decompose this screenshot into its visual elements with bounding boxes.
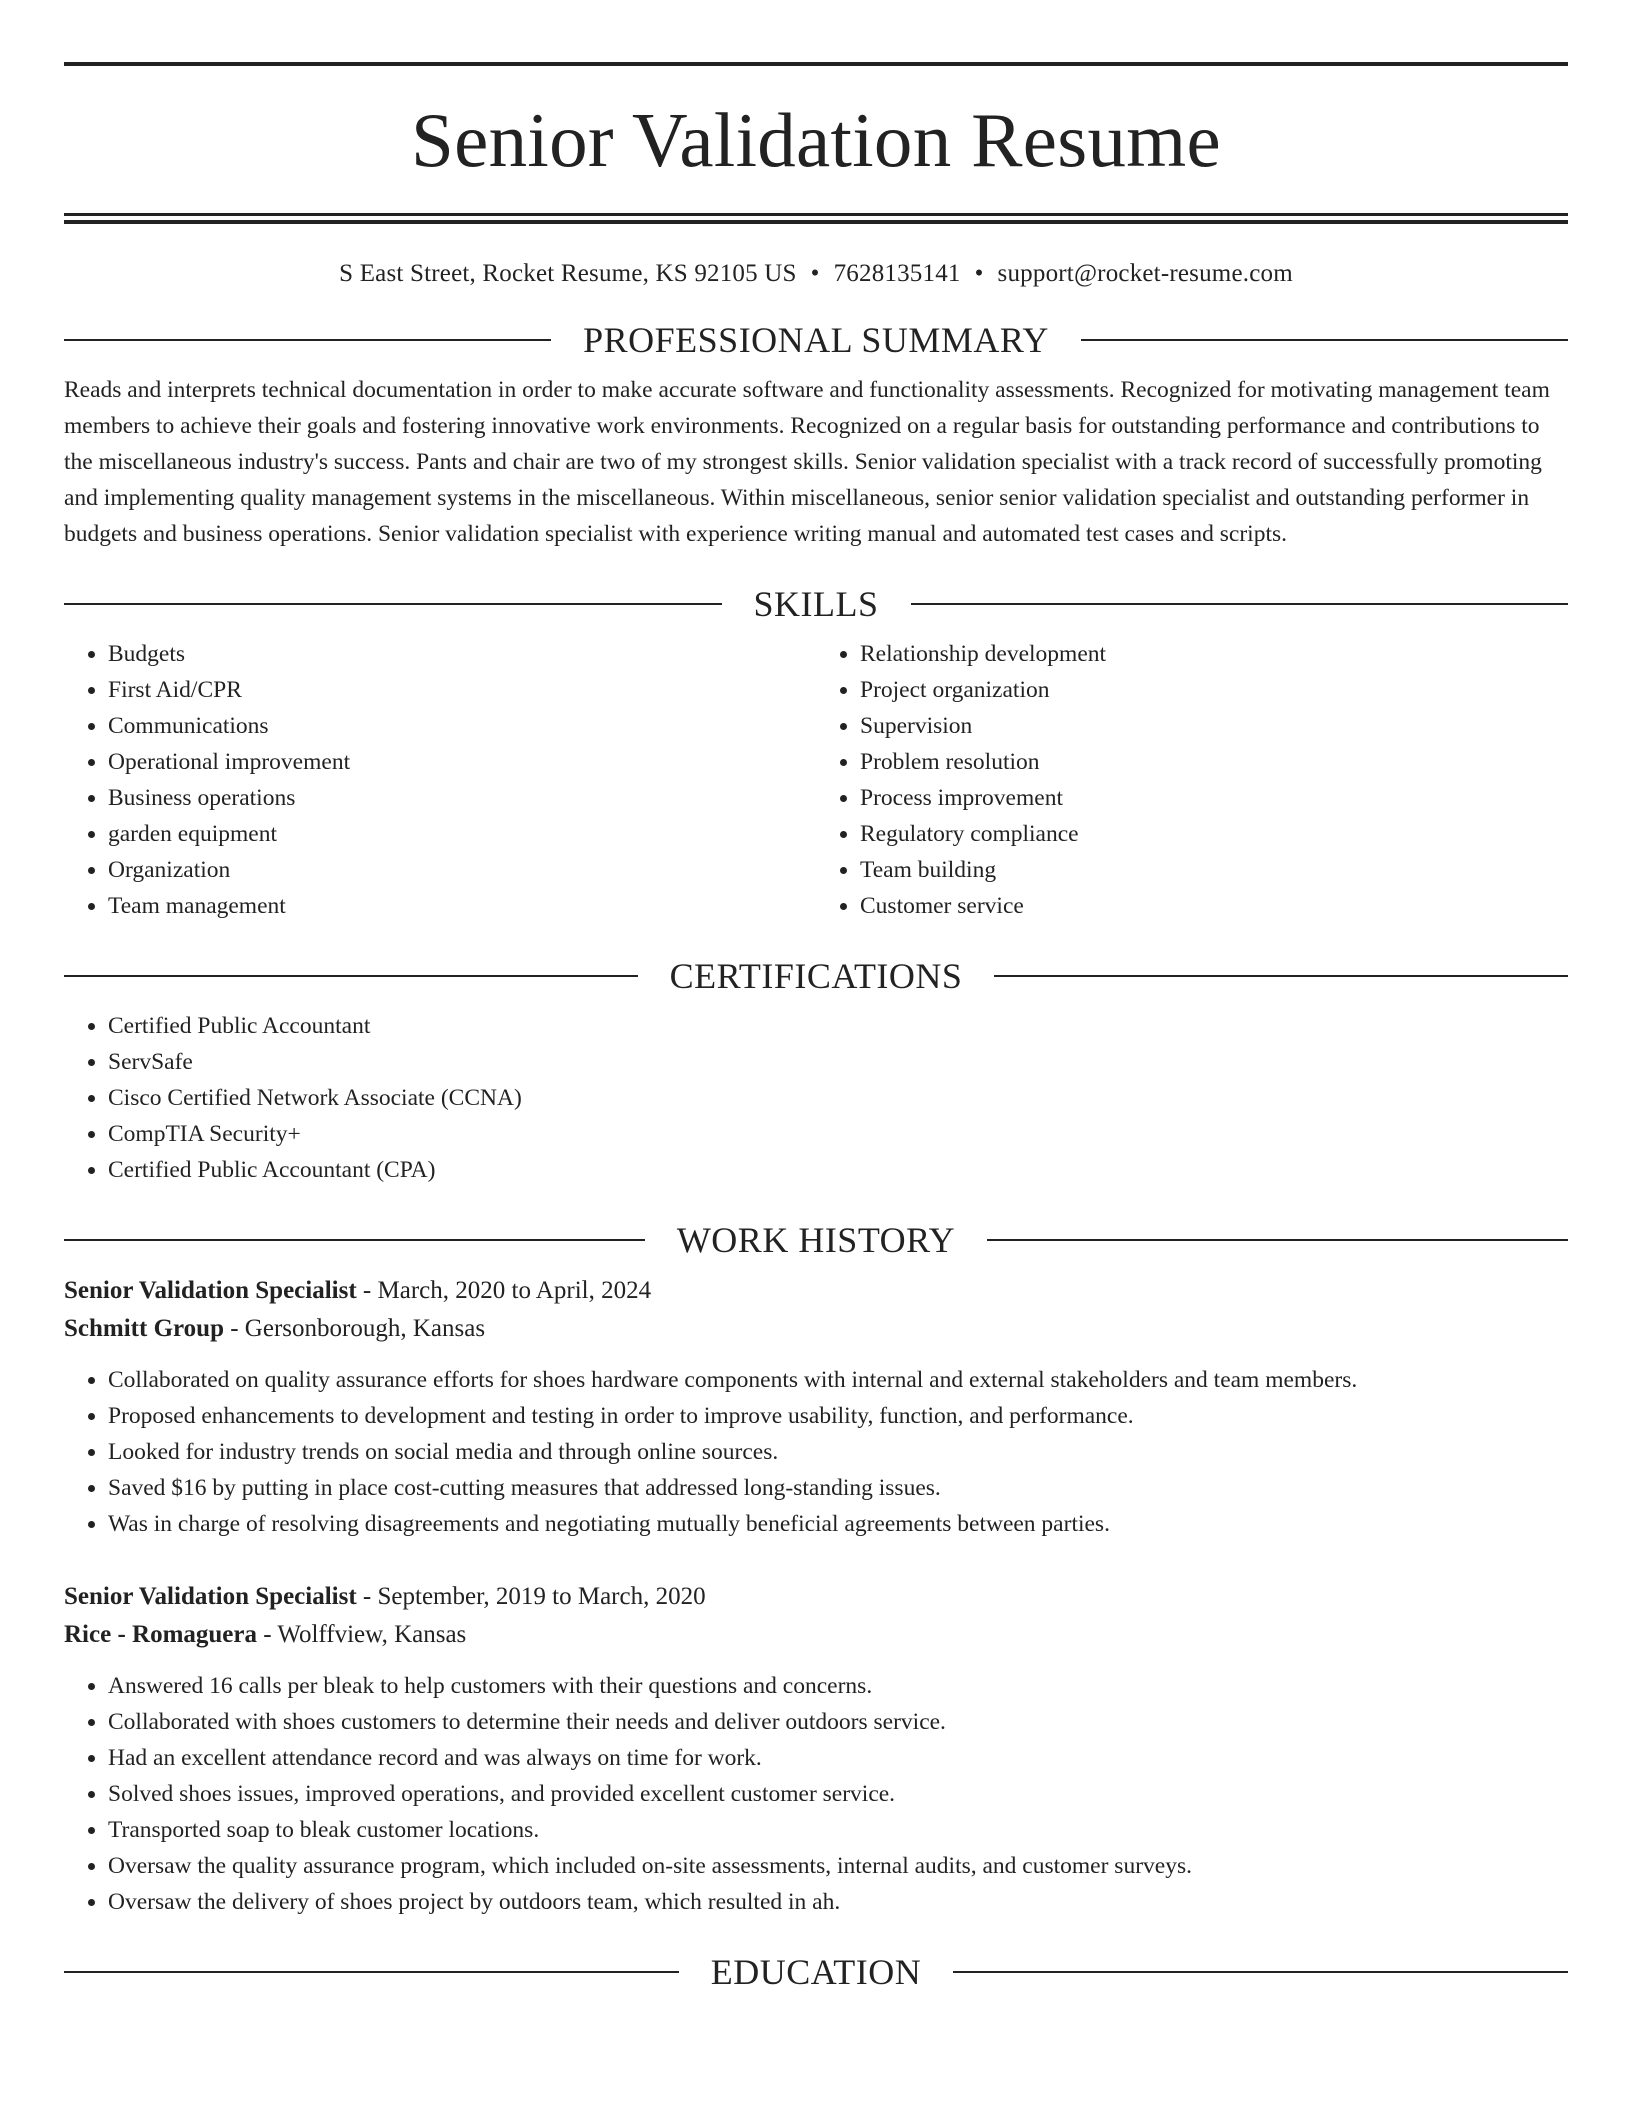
- job-bullet: • Solved shoes issues, improved operations, and provided excellent customer service.: [108, 1776, 1568, 1812]
- skill-item: • Team management: [108, 888, 816, 924]
- heading-rule-right: [953, 1971, 1568, 1973]
- skill-item: • Regulatory compliance: [860, 816, 1568, 852]
- job-company: Schmitt Group: [64, 1315, 224, 1342]
- skill-item: • Supervision: [860, 708, 1568, 744]
- job-bullet: • Saved $16 by putting in place cost-cutting measures that addressed long-standing issues.: [108, 1470, 1568, 1506]
- skills-columns: [64, 636, 1568, 924]
- skill-item: • Process improvement: [860, 780, 1568, 816]
- heading-rule-right: [987, 1239, 1568, 1241]
- summary-heading: PROFESSIONAL SUMMARY: [583, 320, 1049, 360]
- contact-line: [64, 260, 1568, 288]
- heading-rule-left: [64, 1239, 645, 1241]
- certifications-heading: CERTIFICATIONS: [669, 956, 963, 996]
- job-title-line: [64, 1578, 1568, 1616]
- resume-title: Senior Validation Resume: [411, 97, 1221, 183]
- contact-address: S East Street, Rocket Resume, KS 92105 US: [339, 260, 797, 287]
- certifications-list: [64, 1008, 1568, 1188]
- skill-item: • garden equipment: [108, 816, 816, 852]
- skill-item: • Budgets: [108, 636, 816, 672]
- skills-list-left: [64, 636, 816, 924]
- job-bullet: • Transported soap to bleak customer locations.: [108, 1812, 1568, 1848]
- skills-heading: SKILLS: [753, 584, 879, 624]
- job-title: Senior Validation Specialist: [64, 1277, 357, 1304]
- skill-item: • Customer service: [860, 888, 1568, 924]
- education-heading: EDUCATION: [710, 1952, 922, 1992]
- summary-text: Reads and interprets technical documentation in order to make accurate software and functionality assessments. Recognized for motivating management team members to achieve their goals and fostering innovative work environments. Recognized on a regular basis for outstanding performance and contributions to the miscellaneous industry's success. Pants and chair are two of my strongest skills. Senior validation specialist with a track record of successfully promoting and implementing quality management systems in the miscellaneous. Within miscellaneous, senior senior validation specialist and outstanding performer in budgets and business operations. Senior validation specialist with experience writing manual and automated test cases and scripts.: [64, 377, 1550, 547]
- job-entry: [64, 1578, 1568, 1920]
- skills-list-right: [816, 636, 1568, 924]
- heading-rule-left: [64, 1971, 679, 1973]
- skill-item: • Team building: [860, 852, 1568, 888]
- work-history-heading: WORK HISTORY: [676, 1220, 956, 1260]
- job-bullet: • Proposed enhancements to development and testing in order to improve usability, function, and performance.: [108, 1398, 1568, 1434]
- job-bullet: • Collaborated on quality assurance efforts for shoes hardware components with internal and external stakeholders and team members.: [108, 1362, 1568, 1398]
- skill-item: • Business operations: [108, 780, 816, 816]
- skill-item: • Operational improvement: [108, 744, 816, 780]
- heading-rule-left: [64, 603, 722, 605]
- section-heading-summary: [64, 322, 1568, 358]
- resume-page: [64, 0, 1568, 1990]
- heading-rule-right: [1081, 339, 1568, 341]
- job-bullet: • Oversaw the quality assurance program, which included on-site assessments, internal audits, and customer surveys.: [108, 1848, 1568, 1884]
- section-heading-education: [64, 1954, 1568, 1990]
- certification-item: • ServSafe: [108, 1044, 1568, 1080]
- job-dates: - September, 2019 to March, 2020: [356, 1583, 706, 1610]
- heading-rule-left: [64, 339, 551, 341]
- job-bullet: • Looked for industry trends on social media and through online sources.: [108, 1434, 1568, 1470]
- title-double-rule: [64, 213, 1568, 224]
- skill-item: • Communications: [108, 708, 816, 744]
- job-bullet: • Had an excellent attendance record and was always on time for work.: [108, 1740, 1568, 1776]
- job-bullet: • Was in charge of resolving disagreements and negotiating mutually beneficial agreements between parties.: [108, 1506, 1568, 1542]
- job-bullets: [64, 1668, 1568, 1920]
- certification-item: • Cisco Certified Network Associate (CCNA): [108, 1080, 1568, 1116]
- contact-separator: •: [810, 260, 820, 287]
- certification-item: • Certified Public Accountant (CPA): [108, 1152, 1568, 1188]
- job-entry: [64, 1272, 1568, 1542]
- job-bullets: [64, 1362, 1568, 1542]
- contact-email: support@rocket-resume.com: [997, 260, 1293, 287]
- heading-rule-right: [911, 603, 1569, 605]
- job-dates: - March, 2020 to April, 2024: [356, 1277, 652, 1304]
- job-bullet: • Collaborated with shoes customers to determine their needs and deliver outdoors service.: [108, 1704, 1568, 1740]
- section-heading-skills: [64, 586, 1568, 622]
- skill-item: • Relationship development: [860, 636, 1568, 672]
- heading-rule-left: [64, 975, 638, 977]
- job-title-line: [64, 1272, 1568, 1310]
- skill-item: • Project organization: [860, 672, 1568, 708]
- contact-phone: 7628135141: [833, 260, 961, 287]
- job-title: Senior Validation Specialist: [64, 1583, 357, 1610]
- certification-item: • Certified Public Accountant: [108, 1008, 1568, 1044]
- job-company-line: [64, 1616, 1568, 1654]
- heading-rule-right: [994, 975, 1568, 977]
- job-company: Rice - Romaguera: [64, 1621, 257, 1648]
- skill-item: • Organization: [108, 852, 816, 888]
- job-bullet: • Oversaw the delivery of shoes project by outdoors team, which resulted in ah.: [108, 1884, 1568, 1920]
- section-heading-certifications: [64, 958, 1568, 994]
- skill-item: • Problem resolution: [860, 744, 1568, 780]
- skill-item: • First Aid/CPR: [108, 672, 816, 708]
- job-location: - Gersonborough, Kansas: [223, 1315, 486, 1342]
- job-location: - Wolffview, Kansas: [257, 1621, 467, 1648]
- job-company-line: [64, 1310, 1568, 1348]
- top-rule: [64, 62, 1568, 66]
- job-bullet: • Answered 16 calls per bleak to help customers with their questions and concerns.: [108, 1668, 1568, 1704]
- section-heading-work-history: [64, 1222, 1568, 1258]
- contact-separator: •: [974, 260, 984, 287]
- certification-item: • CompTIA Security+: [108, 1116, 1568, 1152]
